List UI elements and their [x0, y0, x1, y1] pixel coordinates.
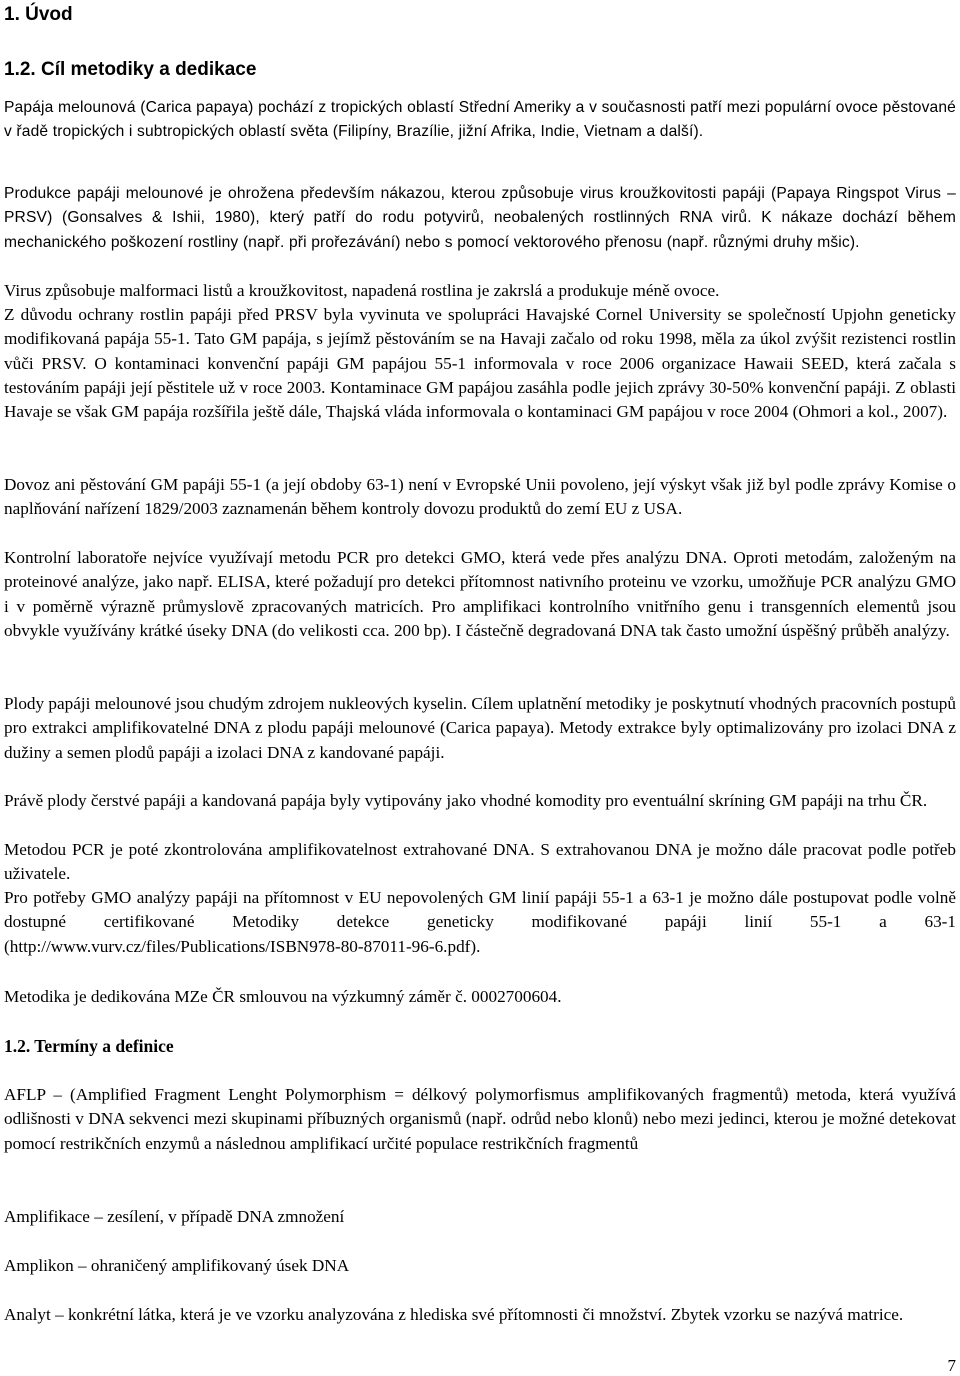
goal-paragraph-4: Pro potřeby GMO analýzy papáji na přítomnost v EU nepovolených GM linií papáji 55-1 a 63-1 je možno dále postupovat podle volně dostupné certifikované Metodiky detekce geneticky modifikované papáji linií 55-1 a 63-1 (http://www.vurv.cz/files/Publications/ISBN978-80-87011-96-6.pdf). — [4, 888, 956, 956]
chapter-heading: 1. Úvod — [4, 4, 73, 25]
dedication-paragraph: Metodika je dedikována MZe ČR smlouvou na výzkumný záměr č. 0002700604. — [4, 987, 562, 1006]
term-amplikon: Amplikon – ohraničený amplifikovaný úsek DNA — [4, 1256, 350, 1275]
term-analyt: Analyt – konkrétní látka, která je ve vzorku analyzována z hlediska své přítomnosti či množství. Zbytek vzorku se nazývá matrice. — [4, 1305, 904, 1324]
terms-heading: 1.2. Termíny a definice — [4, 1036, 174, 1056]
intro-paragraph-1: Papája melounová (Carica papaya) pochází z tropických oblastí Střední Ameriky a v současnosti patří mezi populární ovoce pěstované v řadě tropických i subtropických oblastí světa (Filipíny, Brazílie, jižní Afrika, Indie, Vietnam a další). — [4, 99, 956, 141]
term-amplifikace: Amplifikace – zesílení, v případě DNA zmnožení — [4, 1207, 345, 1226]
section-heading: 1.2. Cíl metodiky a dedikace — [4, 59, 257, 80]
intro-paragraph-5: Dovoz ani pěstování GM papáji 55-1 (a její obdoby 63-1) není v Evropské Unii povoleno, její výskyt však již byl podle zprávy Komise o naplňování nařízení 1829/2003 zaznamenán během kontroly dovozu produktů do zemí EU z USA. — [4, 475, 956, 519]
goal-paragraph-1: Plody papáji melounové jsou chudým zdrojem nukleových kyselin. Cílem uplatnění metodiky je poskytnutí vhodných pracovních postupů pro extrakci amplifikovatelné DNA z plodu papáji melounové (Carica papaya). Metody extrakce byly optimalizovány pro izolaci DNA z dužiny a semen plodů papáji a izolaci DNA z kandované papáji. — [4, 694, 956, 762]
page-number: 7 — [947, 1356, 956, 1375]
intro-paragraph-3: Virus způsobuje malformaci listů a kroužkovitost, napadená rostlina je zakrslá a produkuje méně ovoce. — [4, 281, 720, 300]
intro-paragraph-2: Produkce papáji melounové je ohrožena především nákazou, kterou způsobuje virus kroužkovitosti papáji (Papaya Ringspot Virus – PRSV) (Gonsalves & Ishii, 1980), který patří do rodu potyvirů, neobalených rostlinných RNA virů. K nákaze dochází během mechanického poškození rostliny (např. při prořezávání) nebo s pomocí vektorového přenosu (např. různými druhy mšic). — [4, 185, 956, 251]
goal-paragraph-2: Právě plody čerstvé papáji a kandovaná papája byly vytipovány jako vhodné komodity pro eventuální skríning GM papáji na trhu ČR. — [4, 791, 928, 810]
intro-paragraph-4: Z důvodu ochrany rostlin papáji před PRSV byla vyvinuta ve spolupráci Havajské Cornel University se společností Upjohn geneticky modifikovaná papája 55-1. Tato GM papája, s jejímž pěstováním se na Havaji začalo od roku 1998, měla za úkol zvýšit rezistenci rostlin vůči PRSV. O kontaminaci konvenční papáji GM papájou 55-1 informovala v roce 2006 organizace Hawaii SEED, která začala s testováním papáji její pěstitele už v roce 2003. Kontaminace GM papájou zasáhla podle jejich zprávy 30-50% konvenční papáji. Z oblasti Havaje se však GM papája rozšířila ještě dále, Thajská vláda informovala o kontaminaci GM papájou v roce 2004 (Ohmori a kol., 2007). — [4, 305, 956, 422]
intro-paragraph-6: Kontrolní laboratoře nejvíce využívají metodu PCR pro detekci GMO, která vede přes analýzu DNA. Oproti metodám, založeným na proteinové analýze, jako např. ELISA, které požadují pro detekci přítomnost nativního proteinu ve vzorku, umožňuje PCR analýzu GMO i v poměrně výrazně průmyslově zpracovaných matricích. Pro amplifikaci kontrolního vnitřního genu i transgenních elementů jsou obvykle využívány krátké úseky DNA (do velikosti cca. 200 bp). I částečně degradovaná DNA tak často umožní úspěšný průběh analýzy. — [4, 548, 956, 640]
goal-paragraph-3: Metodou PCR je poté zkontrolována amplifikovatelnost extrahované DNA. S extrahovanou DNA je možno dále pracovat podle potřeb uživatele. — [4, 840, 956, 884]
term-aflp: AFLP – (Amplified Fragment Lenght Polymorphism = délkový polymorfismus amplifikovaných fragmentů) metoda, která využívá odlišnosti v DNA sekvenci mezi skupinami příbuzných organismů (např. odrůd nebo klonů) nebo mezi jedinci, kterou je možné detekovat pomocí restrikčních enzymů a následnou amplifikací určité populace restrikčních fragmentů — [4, 1085, 956, 1153]
